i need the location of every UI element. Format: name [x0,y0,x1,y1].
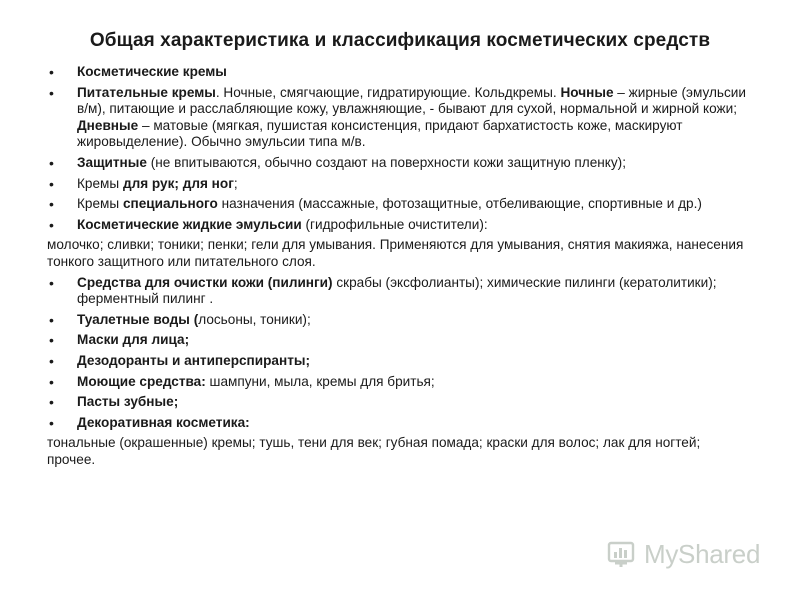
text-run: назначения (массажные, фотозащитные, отбеливающие, спортивные и др.) [217,196,702,212]
bold-text: Туалетные воды [77,311,190,327]
bullet-item [47,217,747,234]
text-run: Кремы [77,175,123,191]
text-run: (не впитываются, обычно создают на поверхности кожи защитную пленку); [146,154,626,170]
bullet-item [47,415,747,432]
bullet-item [47,176,747,193]
watermark [606,537,766,571]
slide-title: Общая характеристика и классификация косметических средств [89,30,711,51]
bullet-item [47,85,747,151]
content-list [47,64,747,472]
text-run: . Ночные, смягчающие, гидратирующие. Кольдкремы. [215,84,561,100]
bold-text: Декоративная косметика: [77,414,250,430]
bullet-item [47,332,747,349]
bullet-item [47,312,747,329]
bold-text: Ночные [560,84,614,100]
bold-text: для рук; для ног [122,175,234,191]
bullet-item [47,353,747,370]
bold-text: Средства для очистки кожи (пилинги) [77,274,333,290]
bullet-item [47,64,747,81]
bold-text: Пасты зубные; [77,394,179,410]
text-run: – матовые (мягкая, пушистая консистенция, придают бархатистость коже, маскируют жировыделение). Обычно эмульсии типа м/в. [77,117,683,150]
paragraph [47,237,747,270]
myshared-logo-icon [606,538,638,570]
bold-text: Косметические кремы [77,64,227,79]
bold-text: Маски для лица; [77,332,190,348]
bold-text: специального [122,196,218,212]
text-run: шампуни, мыла, кремы для бритья; [205,373,435,389]
paragraph [47,435,747,468]
bold-text: Косметические жидкие эмульсии [77,216,302,232]
text-run: молочко; сливки; тоники; пенки; гели для умывания. Применяются для умывания, снятия макияжа, нанесения тонкого защитного или питательного слоя. [47,237,744,269]
bold-text: Дезодоранты и антиперспиранты; [77,352,310,368]
text-run: Кремы [77,196,123,212]
bullet-item [47,394,747,411]
watermark-text: MyShared [644,538,761,569]
bold-text: Моющие средства: [77,373,206,389]
text-run: (гидрофильные очистители): [301,216,488,232]
text-run: лосьоны, тоники); [198,311,311,327]
bullet-item [47,155,747,172]
text-run: ; [233,175,238,191]
bullet-item [47,196,747,213]
text-run: – жирные (эмульсии в/м), питающие и расслабляющие кожу, увлажняющие, - бывают для сухой, нормальной и жирной кожи; [77,84,746,117]
bold-text: ( [193,311,199,327]
text-run: скрабы (эксфолианты); химические пилинги (кератолитики); ферментный пилинг . [77,274,717,307]
bold-text: Питательные кремы [77,84,216,100]
bold-text: Дневные [77,117,139,133]
bold-text: Защитные [77,154,147,170]
bullet-item [47,374,747,391]
bullet-item [47,275,747,308]
text-run: тональные (окрашенные) кремы; тушь, тени для век; губная помада; краски для волос; лак для ногтей; прочее. [47,435,701,467]
